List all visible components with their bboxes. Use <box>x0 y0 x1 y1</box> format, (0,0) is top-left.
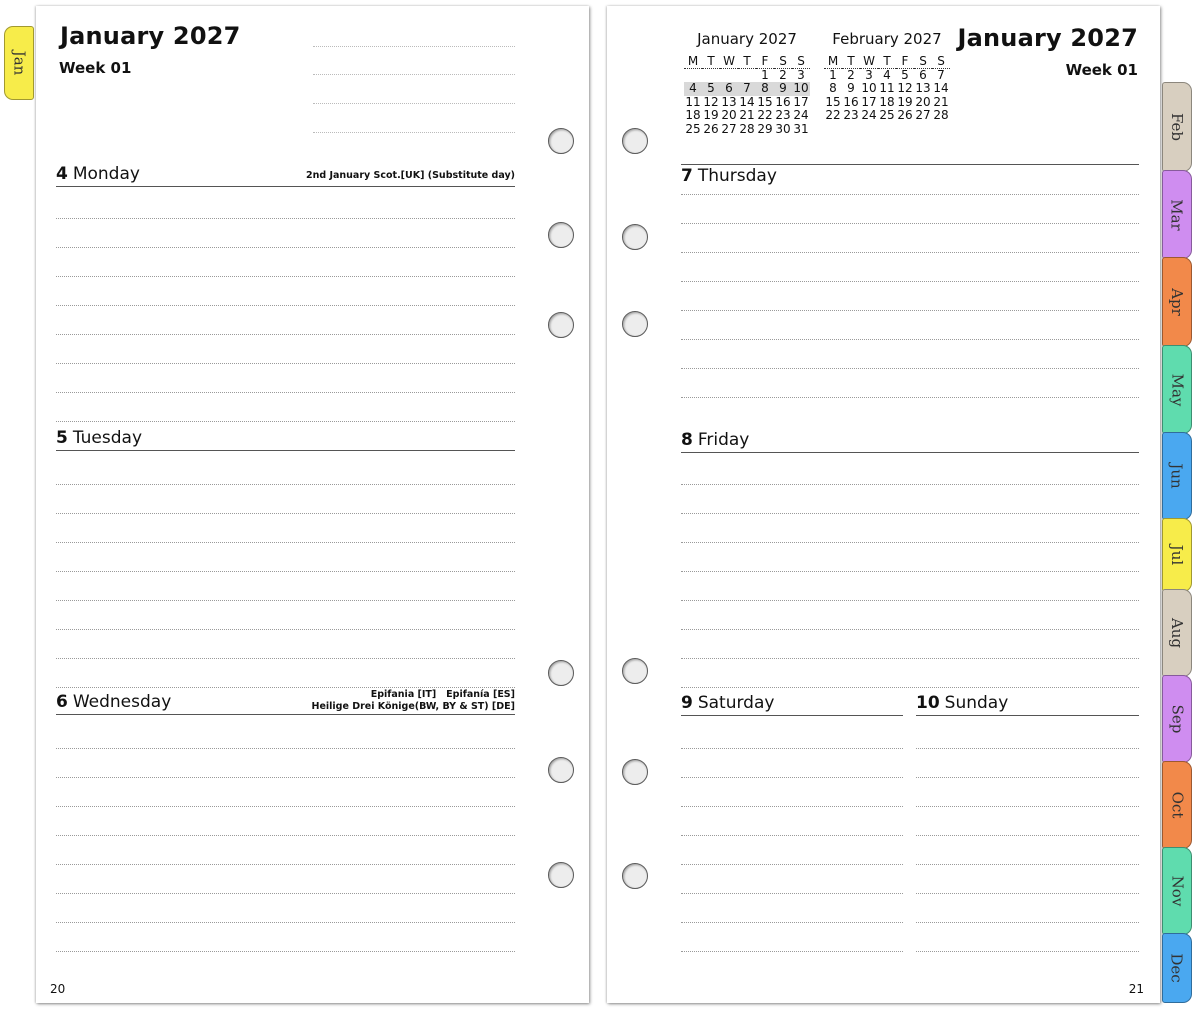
writing-line[interactable] <box>56 218 515 219</box>
note-line[interactable] <box>313 132 515 133</box>
writing-line[interactable] <box>56 571 515 572</box>
writing-line[interactable] <box>681 571 1139 572</box>
writing-line[interactable] <box>56 922 515 923</box>
calendar-day[interactable]: 5 <box>901 67 909 82</box>
mini-calendar-grid <box>684 55 810 136</box>
mini-calendar-title: January 2027 <box>697 30 797 48</box>
writing-line[interactable] <box>681 777 903 778</box>
tab-label: May <box>1168 373 1186 406</box>
writing-line[interactable] <box>56 305 515 306</box>
holiday-line: Heilige Drei Könige(BW, BY & ST) [DE] <box>311 701 515 712</box>
day-divider <box>56 186 515 187</box>
calendar-day[interactable]: 25 <box>879 108 895 122</box>
writing-line[interactable] <box>681 922 903 923</box>
binder-hole <box>548 660 574 686</box>
writing-line[interactable] <box>56 629 515 630</box>
day-number: 8 <box>681 430 693 450</box>
calendar-day[interactable]: 24 <box>793 108 809 122</box>
tab-nov[interactable] <box>1162 847 1192 935</box>
day-name: Monday <box>72 164 140 184</box>
writing-line[interactable] <box>56 951 515 952</box>
day-number: 4 <box>56 164 68 184</box>
binder-hole <box>548 312 574 338</box>
binder-hole <box>548 862 574 888</box>
weekday-header: M <box>684 55 702 69</box>
tab-apr[interactable] <box>1162 257 1192 347</box>
day-heading-sunday <box>916 693 1008 713</box>
binder-hole <box>622 863 648 889</box>
writing-line[interactable] <box>56 748 515 749</box>
empty-cell <box>738 69 756 83</box>
calendar-day[interactable]: 20 <box>915 94 931 109</box>
day-number: 10 <box>916 693 940 713</box>
calendar-day[interactable]: 3 <box>797 67 805 82</box>
tab-dec[interactable] <box>1162 933 1192 1003</box>
calendar-day[interactable]: 17 <box>861 94 877 109</box>
week-label: Week 01 <box>59 59 132 77</box>
day-number: 9 <box>681 693 693 713</box>
writing-line[interactable] <box>681 310 1139 311</box>
day-heading-monday <box>56 164 140 184</box>
writing-line[interactable] <box>681 806 903 807</box>
tab-feb[interactable] <box>1162 82 1192 172</box>
calendar-day[interactable]: 12 <box>703 94 719 109</box>
calendar-day[interactable]: 19 <box>703 108 719 122</box>
day-heading-friday <box>681 430 749 450</box>
day-name: Tuesday <box>72 428 143 448</box>
calendar-day[interactable]: 8 <box>829 81 837 95</box>
day-heading-saturday <box>681 693 774 713</box>
tab-oct[interactable] <box>1162 761 1192 849</box>
tab-label: Aug <box>1168 617 1187 649</box>
writing-line[interactable] <box>56 421 515 422</box>
calendar-day[interactable]: 20 <box>721 108 737 122</box>
calendar-day[interactable]: 27 <box>721 121 737 136</box>
calendar-day[interactable]: 7 <box>738 82 756 96</box>
writing-line[interactable] <box>56 864 515 865</box>
binder-hole <box>622 224 648 250</box>
calendar-day[interactable]: 8 <box>756 82 774 96</box>
holiday-note <box>312 689 516 713</box>
binder-hole <box>622 128 648 154</box>
calendar-day[interactable]: 17 <box>793 94 809 109</box>
day-heading-wednesday <box>56 692 171 712</box>
tab-label: Jan <box>10 50 28 76</box>
tab-sep[interactable] <box>1162 675 1192 763</box>
calendar-day[interactable]: 23 <box>775 108 791 122</box>
tab-aug[interactable] <box>1162 589 1192 677</box>
weekday-header: S <box>792 55 810 69</box>
calendar-day[interactable]: 5 <box>702 82 720 96</box>
empty-cell <box>684 69 702 83</box>
writing-line[interactable] <box>681 368 1139 369</box>
calendar-day[interactable]: 4 <box>684 82 702 96</box>
calendar-day[interactable]: 21 <box>933 94 949 109</box>
page-number: 21 <box>1128 982 1144 996</box>
calendar-day[interactable]: 15 <box>757 94 773 109</box>
mini-calendar-title: February 2027 <box>832 30 942 48</box>
calendar-day[interactable]: 9 <box>774 82 792 96</box>
right-planner-page <box>607 6 1160 1003</box>
tab-label: Feb <box>1168 112 1187 142</box>
calendar-day[interactable]: 26 <box>703 121 719 136</box>
calendar-day[interactable]: 1 <box>761 67 769 82</box>
binder-hole <box>548 128 574 154</box>
writing-line[interactable] <box>681 513 1139 514</box>
mini-calendar-grid <box>824 55 950 123</box>
day-name: Saturday <box>697 693 775 713</box>
tab-label: Apr <box>1167 288 1186 316</box>
calendar-day[interactable]: 31 <box>793 121 809 136</box>
calendar-day[interactable]: 2 <box>779 67 787 82</box>
calendar-day[interactable]: 14 <box>739 94 755 109</box>
calendar-day[interactable]: 13 <box>915 81 931 95</box>
calendar-day[interactable]: 21 <box>739 108 755 122</box>
weekday-header: T <box>702 55 720 69</box>
writing-line[interactable] <box>681 600 1139 601</box>
tab-label: Dec <box>1168 953 1186 983</box>
empty-cell <box>720 69 738 83</box>
writing-line[interactable] <box>56 806 515 807</box>
calendar-day[interactable]: 18 <box>879 94 895 109</box>
calendar-day[interactable]: 24 <box>861 108 877 122</box>
tab-label: Oct <box>1167 791 1186 819</box>
writing-line[interactable] <box>681 252 1139 253</box>
calendar-day[interactable]: 12 <box>897 81 913 95</box>
writing-line[interactable] <box>56 276 515 277</box>
day-number: 6 <box>56 692 68 712</box>
calendar-day[interactable]: 15 <box>825 94 841 109</box>
tab-label: Mar <box>1168 198 1187 231</box>
writing-line[interactable] <box>56 893 515 894</box>
writing-line[interactable] <box>916 893 1139 894</box>
day-divider <box>681 452 1139 453</box>
writing-line[interactable] <box>681 223 1139 224</box>
writing-line[interactable] <box>56 600 515 601</box>
day-divider <box>681 164 1139 165</box>
tab-may[interactable] <box>1162 345 1192 434</box>
writing-line[interactable] <box>681 658 1139 659</box>
calendar-day[interactable]: 2 <box>847 67 855 82</box>
writing-line[interactable] <box>681 748 903 749</box>
calendar-day[interactable]: 1 <box>829 67 837 82</box>
calendar-day[interactable]: 13 <box>721 94 737 109</box>
weekday-header: S <box>932 55 950 69</box>
weekday-header: S <box>914 55 932 69</box>
page-number: 20 <box>50 982 66 996</box>
weekday-header: F <box>896 55 914 69</box>
week-label: Week 01 <box>1065 61 1138 79</box>
writing-line[interactable] <box>56 687 515 688</box>
writing-line[interactable] <box>681 281 1139 282</box>
writing-line[interactable] <box>56 835 515 836</box>
calendar-day[interactable]: 23 <box>843 108 859 122</box>
calendar-day[interactable]: 6 <box>919 67 927 82</box>
tab-label: Sep <box>1168 704 1187 734</box>
calendar-day[interactable]: 22 <box>757 108 773 122</box>
weekday-header: W <box>720 55 738 69</box>
writing-line[interactable] <box>56 658 515 659</box>
calendar-day[interactable]: 19 <box>897 94 913 109</box>
weekday-header: T <box>842 55 860 69</box>
left-planner-page <box>36 6 589 1003</box>
writing-line[interactable] <box>56 542 515 543</box>
day-number: 7 <box>681 166 693 186</box>
note-line[interactable] <box>313 46 515 47</box>
writing-line[interactable] <box>916 951 1139 952</box>
day-divider <box>916 715 1139 716</box>
calendar-day[interactable]: 7 <box>937 67 945 82</box>
writing-line[interactable] <box>916 806 1139 807</box>
calendar-day[interactable]: 10 <box>793 81 809 95</box>
calendar-day[interactable]: 29 <box>757 121 773 136</box>
binder-hole <box>548 757 574 783</box>
tab-label: Nov <box>1168 875 1187 907</box>
calendar-day[interactable]: 6 <box>720 82 738 96</box>
tab-label: Jul <box>1167 544 1186 566</box>
calendar-day[interactable]: 9 <box>847 81 855 95</box>
writing-line[interactable] <box>916 777 1139 778</box>
page-title: January 2027 <box>60 22 241 50</box>
weekday-header: M <box>824 55 842 69</box>
day-name: Thursday <box>697 166 777 186</box>
writing-line[interactable] <box>56 334 515 335</box>
day-name: Sunday <box>944 693 1009 713</box>
calendar-day[interactable]: 16 <box>775 94 791 109</box>
writing-line[interactable] <box>916 922 1139 923</box>
tab-jul[interactable] <box>1162 518 1192 592</box>
calendar-day[interactable]: 11 <box>879 81 895 95</box>
writing-line[interactable] <box>681 484 1139 485</box>
calendar-day[interactable]: 14 <box>933 81 949 95</box>
weekday-header: T <box>878 55 896 69</box>
binder-hole <box>622 311 648 337</box>
writing-line[interactable] <box>681 687 1139 688</box>
calendar-day[interactable]: 25 <box>685 121 701 136</box>
day-name: Wednesday <box>72 692 172 712</box>
writing-line[interactable] <box>916 748 1139 749</box>
tab-jan[interactable] <box>4 26 34 100</box>
writing-line[interactable] <box>681 542 1139 543</box>
writing-line[interactable] <box>56 513 515 514</box>
calendar-day[interactable]: 16 <box>843 94 859 109</box>
weekday-header: W <box>860 55 878 69</box>
holiday-line: 2nd January Scot.[UK] (Substitute day) <box>305 170 515 181</box>
binder-hole <box>622 759 648 785</box>
calendar-day[interactable]: 28 <box>739 121 755 136</box>
calendar-day[interactable]: 28 <box>933 108 949 122</box>
day-heading-thursday <box>681 166 777 186</box>
day-heading-tuesday <box>56 428 142 448</box>
writing-line[interactable] <box>681 951 903 952</box>
empty-cell <box>702 69 720 83</box>
calendar-day[interactable]: 11 <box>685 94 701 109</box>
writing-line[interactable] <box>916 835 1139 836</box>
binder-hole <box>548 222 574 248</box>
calendar-day[interactable]: 26 <box>897 108 913 122</box>
writing-line[interactable] <box>681 397 1139 398</box>
writing-line[interactable] <box>56 484 515 485</box>
calendar-day[interactable]: 22 <box>825 108 841 122</box>
day-name: Friday <box>697 430 750 450</box>
page-title: January 2027 <box>957 24 1138 52</box>
holiday-note <box>306 170 515 182</box>
writing-line[interactable] <box>56 363 515 364</box>
writing-line[interactable] <box>681 864 903 865</box>
weekday-header: S <box>774 55 792 69</box>
writing-line[interactable] <box>56 777 515 778</box>
binder-hole <box>622 658 648 684</box>
weekday-header: F <box>756 55 774 69</box>
writing-line[interactable] <box>681 629 1139 630</box>
tab-mar[interactable] <box>1162 170 1192 259</box>
writing-line[interactable] <box>56 392 515 393</box>
calendar-day[interactable]: 3 <box>865 67 873 82</box>
writing-line[interactable] <box>681 835 903 836</box>
tab-jun[interactable] <box>1162 432 1192 520</box>
calendar-day[interactable]: 4 <box>883 67 891 82</box>
day-divider <box>56 450 515 451</box>
writing-line[interactable] <box>681 194 1139 195</box>
note-line[interactable] <box>313 103 515 104</box>
writing-line[interactable] <box>56 247 515 248</box>
writing-line[interactable] <box>681 339 1139 340</box>
calendar-day[interactable]: 18 <box>685 108 701 122</box>
day-divider <box>681 715 903 716</box>
calendar-day[interactable]: 27 <box>915 108 931 122</box>
tab-label: Jun <box>1168 463 1186 489</box>
writing-line[interactable] <box>916 864 1139 865</box>
day-divider <box>56 714 515 715</box>
calendar-day[interactable]: 10 <box>861 81 877 95</box>
note-line[interactable] <box>313 74 515 75</box>
weekday-header: T <box>738 55 756 69</box>
writing-line[interactable] <box>681 893 903 894</box>
day-number: 5 <box>56 428 68 448</box>
calendar-day[interactable]: 30 <box>775 121 791 136</box>
holiday-line: Epifania [IT] Epifanía [ES] <box>370 689 515 700</box>
